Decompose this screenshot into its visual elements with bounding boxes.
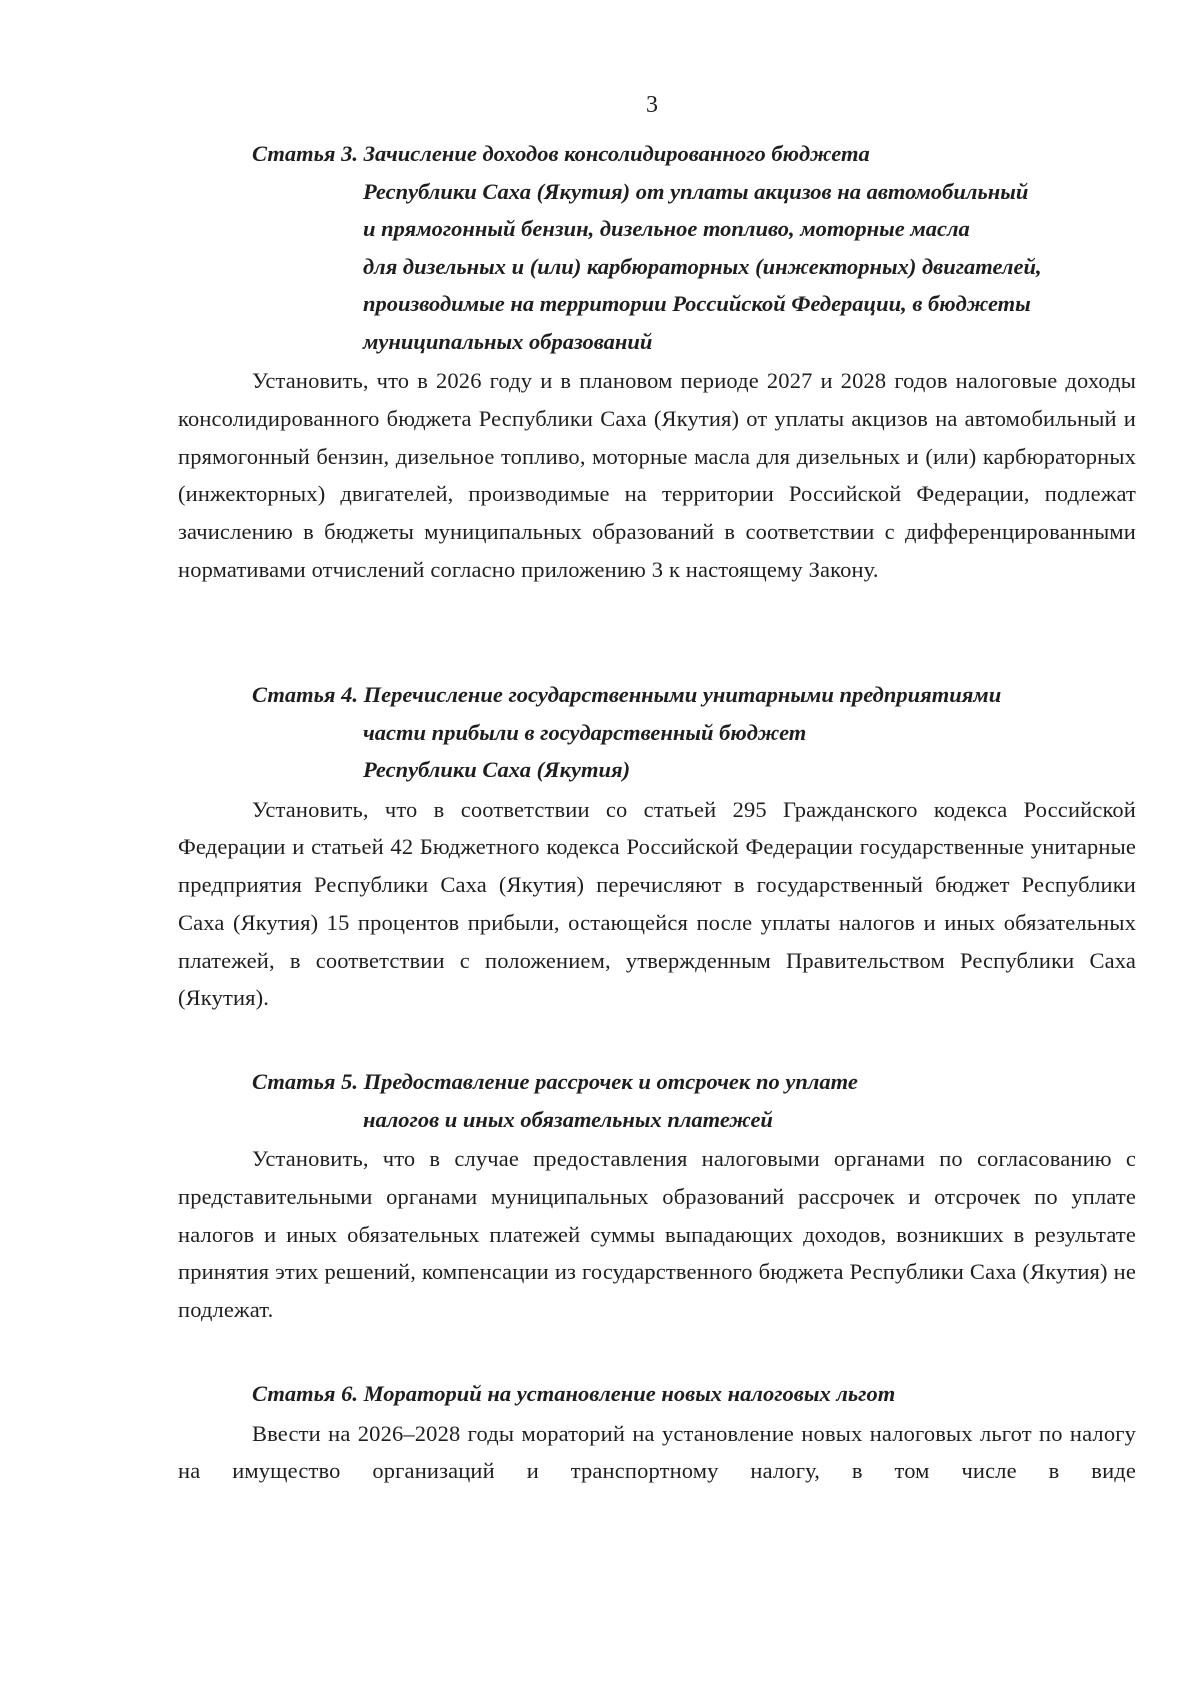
heading-line: для дизельных и (или) карбюраторных (инжекторных) двигателей, [363, 253, 1042, 279]
heading-text: Перечисление государственными унитарными предприятиями [363, 682, 1002, 707]
article-label: Статья 6. [252, 1381, 358, 1406]
article-body: Установить, что в случае предоставления налоговыми органами по согласованию с представительными органами муниципальных образований рассрочек и отсрочек по уплате налогов и иных обязательных платежей суммы выпадающих доходов, возникших в результате принятия этих решений, компенсации из государственного бюджета Республики Саха (Якутия) не подлежат. [178, 1146, 1136, 1323]
heading-text: Зачисление доходов консолидированного бюджета [363, 141, 870, 166]
heading-text: Мораторий на установление новых налоговых льгот [363, 1381, 896, 1406]
heading-line [178, 1063, 1136, 1101]
article-heading [178, 1063, 1136, 1138]
heading-line: налогов и иных обязательных платежей [363, 1106, 773, 1132]
article-4 [178, 676, 1136, 1017]
article-body: Установить, что в соответствии со статьей 295 Гражданского кодекса Российской Федерации и статьей 42 Бюджетного кодекса Российской Федерации государственные унитарные предприятия Республики Саха (Якутия) перечисляют в государственный бюджет Республики Саха (Якутия) 15 процентов прибыли, остающейся после уплаты налогов и иных обязательных платежей, в соответствии с положением, утвержденным Правительством Республики Саха (Якутия). [178, 796, 1136, 1011]
page-number: 3 [646, 92, 658, 118]
article-6 [178, 1375, 1136, 1490]
article-body: Установить, что в 2026 году и в плановом периоде 2027 и 2028 годов налоговые доходы консолидированного бюджета Республики Саха (Якутия) от уплаты акцизов на автомобильный и прямогонный бензин, дизельное топливо, моторные масла для дизельных и (или) карбюраторных (инжекторных) двигателей, производимые на территории Российской Федерации, подлежат зачислению в бюджеты муниципальных образований в соответствии с дифференцированными нормативами отчислений согласно приложению 3 к настоящему Закону. [178, 368, 1136, 582]
heading-line: и прямогонный бензин, дизельное топливо, моторные масла [363, 216, 970, 241]
article-label: Статья 5. [252, 1069, 358, 1094]
heading-line: части прибыли в государственный бюджет [363, 719, 807, 745]
article-5 [178, 1063, 1136, 1329]
heading-line: Республики Саха (Якутия) от уплаты акцизов на автомобильный [363, 178, 1029, 204]
heading-text: Предоставление рассрочек и отсрочек по уплате [363, 1069, 858, 1094]
article-heading [178, 135, 1136, 360]
heading-line [178, 676, 1136, 714]
article-3 [178, 135, 1136, 589]
heading-line: производимые на территории Российской Федерации, в бюджеты [363, 291, 1031, 316]
heading-line [178, 1375, 1136, 1413]
heading-line: муниципальных образований [363, 328, 653, 354]
article-label: Статья 3. [252, 141, 358, 166]
heading-line: Республики Саха (Якутия) [363, 757, 631, 782]
article-heading [178, 1375, 1136, 1413]
article-body: Ввести на 2026–2028 годы мораторий на установление новых налоговых льгот по налогу на имущество организаций и транспортному налогу, в том числе в виде [178, 1420, 1136, 1484]
article-heading [178, 676, 1136, 789]
article-label: Статья 4. [252, 682, 358, 707]
heading-line [178, 135, 1136, 173]
